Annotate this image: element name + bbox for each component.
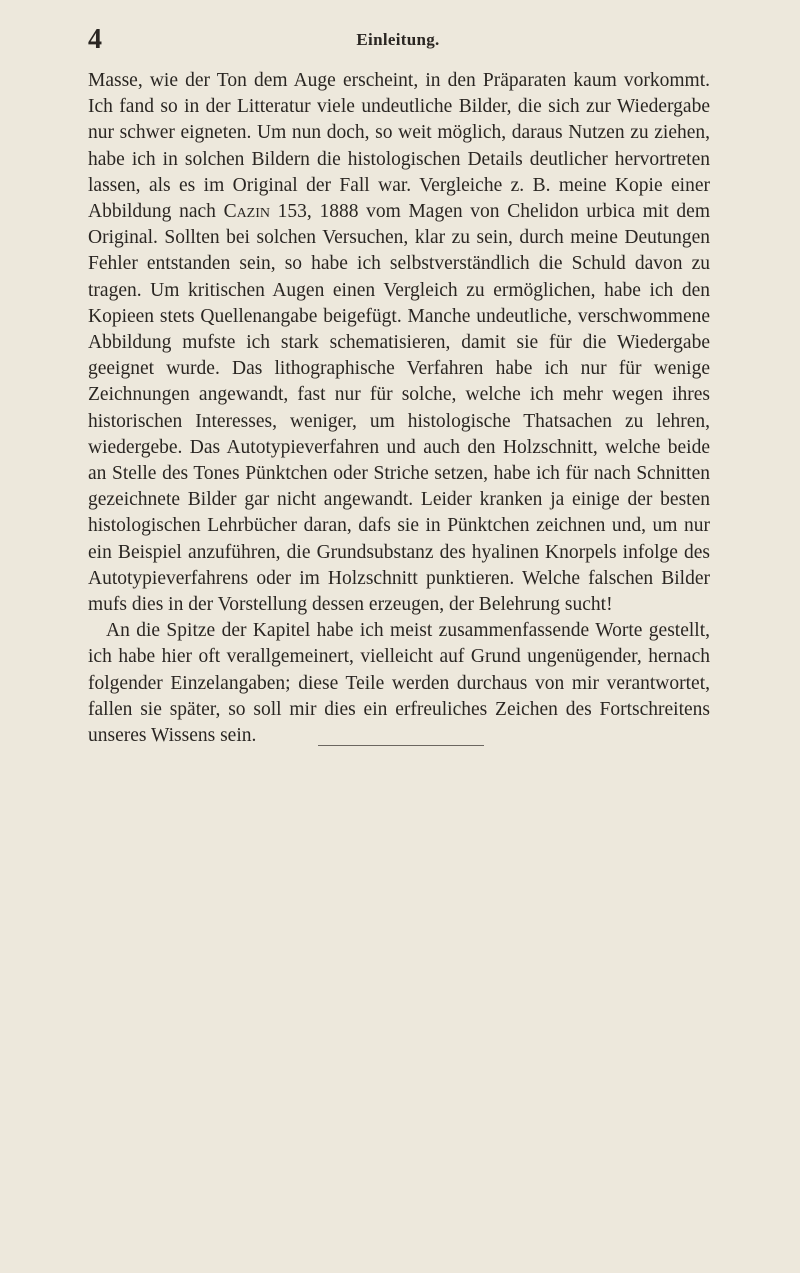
author-name-smallcaps: Cazin (223, 201, 271, 223)
body-text (88, 68, 710, 749)
text-segment: 153, 1888 vom Magen von Chelidon urbica mit dem Original. Sollten bei solchen Versuchen, klar zu sein, durch meine Deutungen Fehler entstanden sein, so habe ich selbstverständlich die Schuld davon zu tragen. Um kritischen Augen einen Vergleich zu ermöglichen, habe ich den Kopieen stets Quellenangabe beigefügt. Manche undeutliche, verschwommene Abbildung mufste ich stark schematisieren, damit sie für die Wiedergabe geeignet wurde. Das lithographische Verfahren habe ich nur für wenige Zeichnungen angewandt, fast nur für solche, welche ich mehr wegen ihres historischen Interesses, weniger, um histologische Thatsachen zu lehren, wiedergebe. Das Autotypieverfahren und auch den Holzschnitt, welche beide an Stelle des Tones Pünktchen oder Striche setzen, habe ich für nach Schnitten gezeichnete Bilder gar nicht angewandt. Leider kranken ja einige der besten histologischen Lehrbücher daran, dafs sie in Pünktchen zeichnen und, um nur ein Beispiel anzuführen, die Grundsubstanz des hyalinen Knorpels infolge des Autotypieverfahrens oder im Holzschnitt punktieren. Welche falschen Bilder mufs dies in der Vorstellung dessen erzeugen, der Belehrung sucht! (88, 201, 710, 616)
paragraph-1 (88, 68, 710, 618)
section-divider (318, 745, 484, 746)
running-title: Einleitung. (356, 30, 440, 49)
page-header (88, 22, 708, 58)
text-segment: Masse, wie der Ton dem Auge erscheint, in den Präparaten kaum vorkommt. Ich fand so in der Litteratur viele undeutliche Bilder, die sich zur Wiedergabe nur schwer eigneten. Um nun doch, so weit möglich, daraus Nutzen zu ziehen, habe ich in solchen Bildern die histologischen Details deutlicher hervortreten lassen, als es im Original der Fall war. Vergleiche z. B. meine Kopie einer Abbildung nach (88, 70, 710, 223)
text-segment: An die Spitze der Kapitel habe ich meist zusammenfassende Worte gestellt, ich habe hier oft verallgemeinert, vielleicht auf Grund ungenügender, hernach folgender Einzelangaben; diese Teile werden durchaus von mir verantwortet, fallen sie später, so soll mir dies ein erfreuliches Zeichen des Fortschreitens unseres Wissens sein. (88, 620, 710, 747)
page-number: 4 (88, 24, 102, 55)
paragraph-2 (88, 618, 710, 749)
